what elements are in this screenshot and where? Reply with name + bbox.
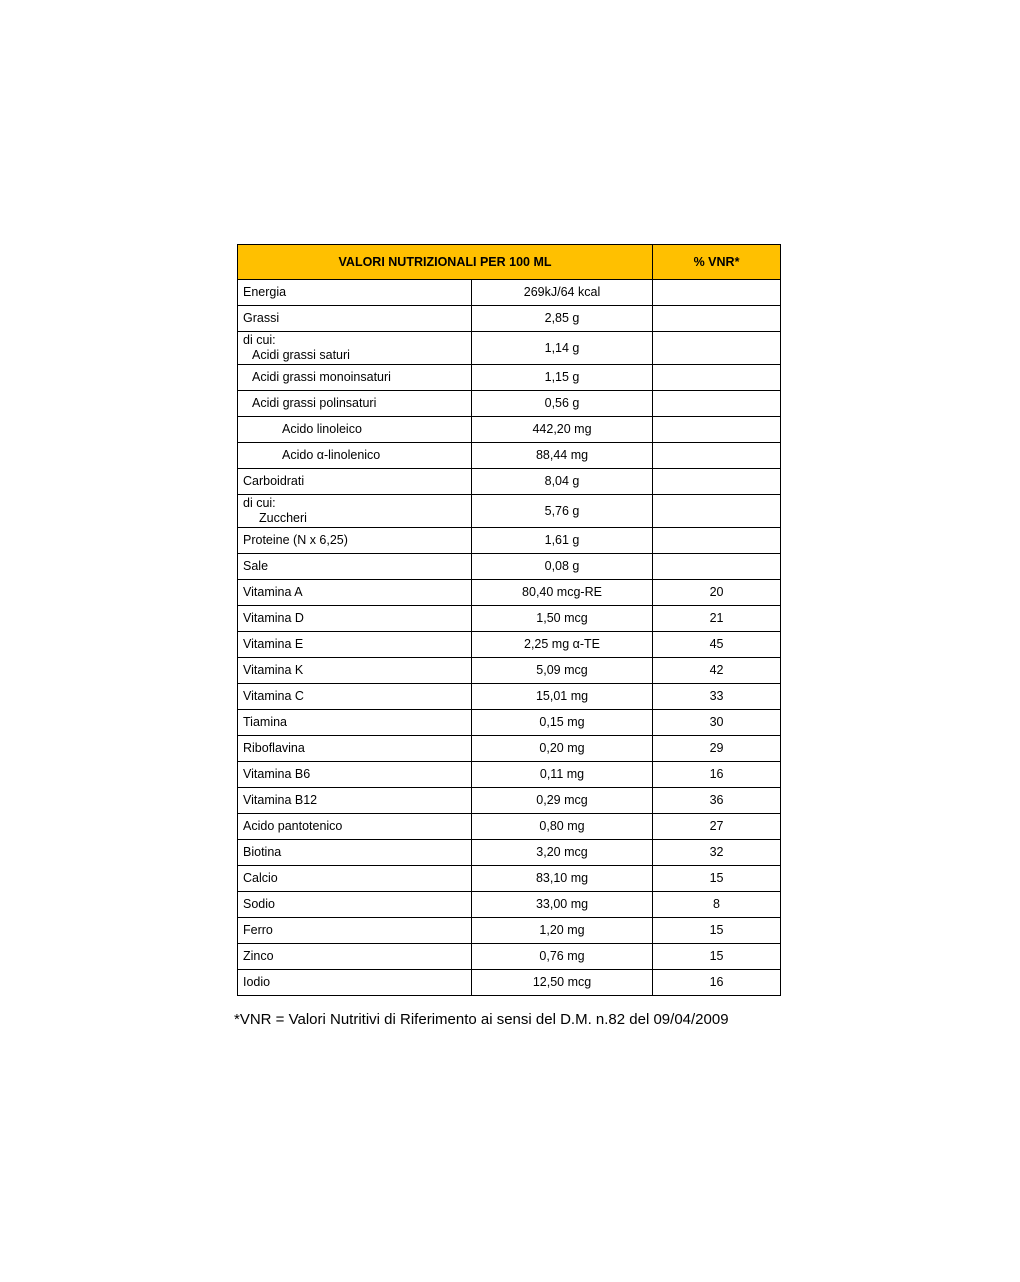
nutrient-value: 3,20 mcg [472, 840, 653, 866]
nutrient-value: 5,76 g [472, 495, 653, 528]
sub-prefix: di cui: [243, 333, 276, 347]
table-row [238, 469, 781, 495]
nutrient-vnr [653, 443, 781, 469]
nutrient-vnr: 21 [653, 606, 781, 632]
nutrient-name: Acidi grassi saturi [252, 348, 350, 362]
nutrient-value: 88,44 mg [472, 443, 653, 469]
nutrient-vnr: 27 [653, 814, 781, 840]
table-row [238, 417, 781, 443]
table-row [238, 762, 781, 788]
header-nutrient-column: VALORI NUTRIZIONALI PER 100 ML [238, 245, 653, 280]
nutrient-value: 0,56 g [472, 391, 653, 417]
vnr-footnote: *VNR = Valori Nutritivi di Riferimento ai sensi del D.M. n.82 del 09/04/2009 [234, 1011, 729, 1028]
table-row [238, 632, 781, 658]
nutrient-vnr: 32 [653, 840, 781, 866]
table-row [238, 495, 781, 528]
nutrient-name: Vitamina B12 [238, 788, 472, 814]
nutrient-name: Acido linoleico [238, 417, 472, 443]
nutrient-vnr: 42 [653, 658, 781, 684]
nutrient-vnr: 45 [653, 632, 781, 658]
nutrient-vnr: 8 [653, 892, 781, 918]
nutrient-name: Grassi [238, 306, 472, 332]
nutrient-value: 2,85 g [472, 306, 653, 332]
nutrient-name: Vitamina E [238, 632, 472, 658]
nutrient-vnr: 15 [653, 866, 781, 892]
nutrient-name-cell [238, 332, 472, 365]
nutrient-vnr: 16 [653, 762, 781, 788]
nutrient-value: 0,15 mg [472, 710, 653, 736]
nutrient-value: 80,40 mcg-RE [472, 580, 653, 606]
nutrient-vnr [653, 495, 781, 528]
table-row [238, 306, 781, 332]
nutrient-value: 1,50 mcg [472, 606, 653, 632]
table-row [238, 528, 781, 554]
nutrient-vnr [653, 365, 781, 391]
sub-prefix: di cui: [243, 496, 276, 510]
nutrient-name: Carboidrati [238, 469, 472, 495]
nutrient-value: 0,80 mg [472, 814, 653, 840]
table-row [238, 736, 781, 762]
nutrient-vnr [653, 554, 781, 580]
table-row [238, 814, 781, 840]
table-row [238, 944, 781, 970]
nutrient-name: Sale [238, 554, 472, 580]
nutrient-name: Acido pantotenico [238, 814, 472, 840]
nutrient-name: Tiamina [238, 710, 472, 736]
nutrient-vnr [653, 417, 781, 443]
nutrient-vnr: 30 [653, 710, 781, 736]
nutrient-name: Iodio [238, 970, 472, 996]
nutrient-name: Vitamina C [238, 684, 472, 710]
table-row [238, 840, 781, 866]
nutrient-value: 2,25 mg α-TE [472, 632, 653, 658]
nutrient-name: Acido α-linolenico [238, 443, 472, 469]
nutrient-value: 5,09 mcg [472, 658, 653, 684]
table-row [238, 443, 781, 469]
table-row [238, 580, 781, 606]
nutrient-vnr: 15 [653, 918, 781, 944]
nutrient-name: Vitamina K [238, 658, 472, 684]
nutrient-value: 1,14 g [472, 332, 653, 365]
nutrient-vnr [653, 332, 781, 365]
nutrient-name: Zuccheri [259, 511, 307, 525]
nutrient-vnr [653, 469, 781, 495]
nutrient-vnr: 16 [653, 970, 781, 996]
table-row [238, 866, 781, 892]
nutrient-value: 1,20 mg [472, 918, 653, 944]
table-row [238, 710, 781, 736]
nutrient-name: Acidi grassi polinsaturi [238, 391, 472, 417]
nutrient-name: Proteine (N x 6,25) [238, 528, 472, 554]
table-row [238, 365, 781, 391]
nutrient-name: Vitamina B6 [238, 762, 472, 788]
nutrient-value: 15,01 mg [472, 684, 653, 710]
nutrient-vnr [653, 306, 781, 332]
nutrient-name: Zinco [238, 944, 472, 970]
table-row [238, 918, 781, 944]
nutrient-name: Riboflavina [238, 736, 472, 762]
table-row [238, 606, 781, 632]
nutrient-vnr: 33 [653, 684, 781, 710]
nutrient-name: Biotina [238, 840, 472, 866]
nutrient-name: Calcio [238, 866, 472, 892]
nutrient-name: Vitamina D [238, 606, 472, 632]
nutrient-value: 442,20 mg [472, 417, 653, 443]
table-row [238, 391, 781, 417]
nutrient-value: 0,08 g [472, 554, 653, 580]
nutrient-value: 8,04 g [472, 469, 653, 495]
table-row [238, 658, 781, 684]
table-row [238, 554, 781, 580]
nutrient-vnr: 36 [653, 788, 781, 814]
nutrient-vnr [653, 391, 781, 417]
nutrition-table [237, 244, 781, 996]
nutrient-value: 1,15 g [472, 365, 653, 391]
nutrient-value: 0,29 mcg [472, 788, 653, 814]
nutrient-name-cell [238, 495, 472, 528]
table-row [238, 892, 781, 918]
nutrient-vnr [653, 280, 781, 306]
nutrient-value: 0,76 mg [472, 944, 653, 970]
nutrient-value: 1,61 g [472, 528, 653, 554]
nutrient-name: Sodio [238, 892, 472, 918]
nutrient-value: 0,20 mg [472, 736, 653, 762]
nutrient-name: Energia [238, 280, 472, 306]
table-row [238, 332, 781, 365]
nutrient-name: Vitamina A [238, 580, 472, 606]
nutrient-value: 269kJ/64 kcal [472, 280, 653, 306]
nutrient-vnr: 15 [653, 944, 781, 970]
nutrient-value: 33,00 mg [472, 892, 653, 918]
nutrient-value: 83,10 mg [472, 866, 653, 892]
nutrient-value: 12,50 mcg [472, 970, 653, 996]
table-row [238, 684, 781, 710]
table-row [238, 970, 781, 996]
nutrient-vnr: 20 [653, 580, 781, 606]
nutrient-vnr: 29 [653, 736, 781, 762]
nutrient-name: Acidi grassi monoinsaturi [238, 365, 472, 391]
nutrient-vnr [653, 528, 781, 554]
nutrient-value: 0,11 mg [472, 762, 653, 788]
table-row [238, 280, 781, 306]
table-header-row [238, 245, 781, 280]
header-vnr-column: % VNR* [653, 245, 781, 280]
table-row [238, 788, 781, 814]
nutrient-name: Ferro [238, 918, 472, 944]
